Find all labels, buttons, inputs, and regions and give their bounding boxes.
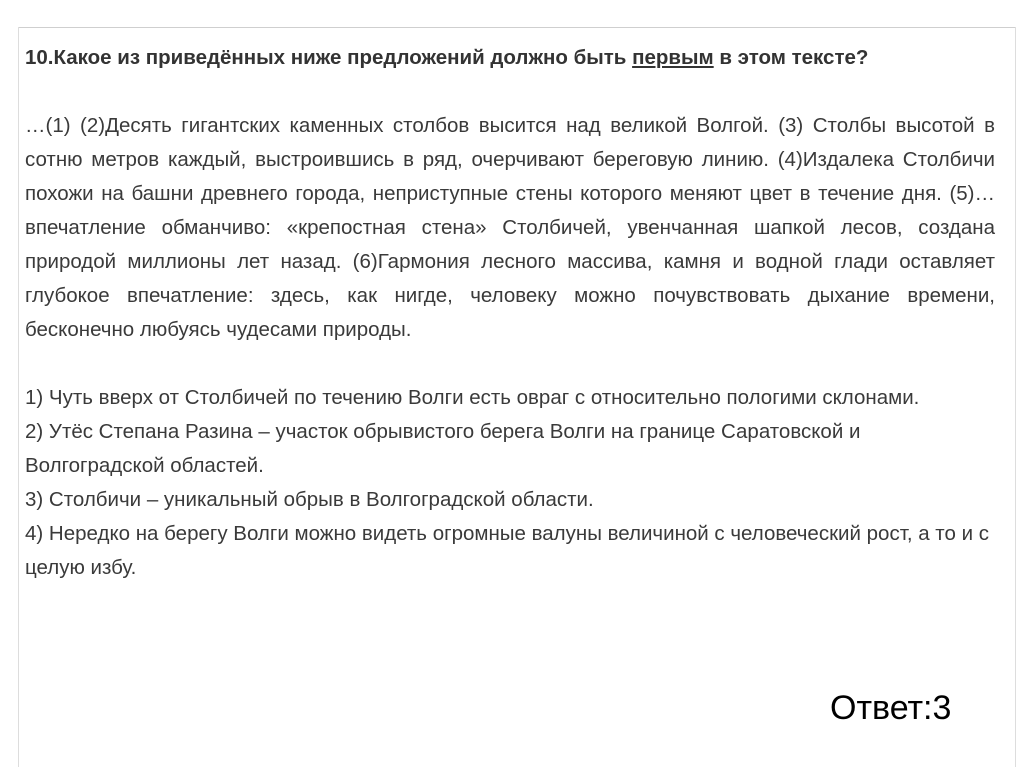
answer-option-4: 4) Нередко на берегу Волги можно видеть огромные валуны величиной с человеческий рост, а то и с целую избу. xyxy=(25,522,989,579)
task-content xyxy=(25,41,995,585)
top-border xyxy=(18,27,1016,28)
left-border xyxy=(18,27,19,767)
passage-text: …(1) (2)Десять гигантских каменных столбов высится над великой Волгой. (3) Столбы высотой в сотню метров каждый, выстроившись в ряд, очерчивают береговую линию. (4)Издалека Столбичи похожи на башни древнего города, неприступные стены которого меняют цвет в течение дня. (5)… впечатление обманчиво: «крепостная стена» Столбичей, увенчанная шапкой лесов, создана природой миллионы лет назад. (6)Гармония лесного массива, камня и водной глади оставляет глубокое впечатление: здесь, как нигде, человеку можно почувствовать дыхание времени, бесконечно любуясь чудесами природы. xyxy=(25,114,995,341)
question-heading xyxy=(25,41,995,75)
question-emphasis: первым xyxy=(632,46,714,69)
right-border xyxy=(1015,27,1016,767)
answer-option-3: 3) Столбичи – уникальный обрыв в Волгоградской области. xyxy=(25,488,594,511)
answer-label: Ответ:3 xyxy=(830,689,952,727)
answer-option-2: 2) Утёс Степана Разина – участок обрывистого берега Волги на границе Саратовской и Волгоградской областей. xyxy=(25,420,861,477)
question-prefix: 10.Какое из приведённых ниже предложений должно быть xyxy=(25,46,633,69)
answer-option-1: 1) Чуть вверх от Столбичей по течению Волги есть овраг с относительно пологими склонами. xyxy=(25,386,920,409)
question-suffix: в этом тексте? xyxy=(713,46,869,69)
